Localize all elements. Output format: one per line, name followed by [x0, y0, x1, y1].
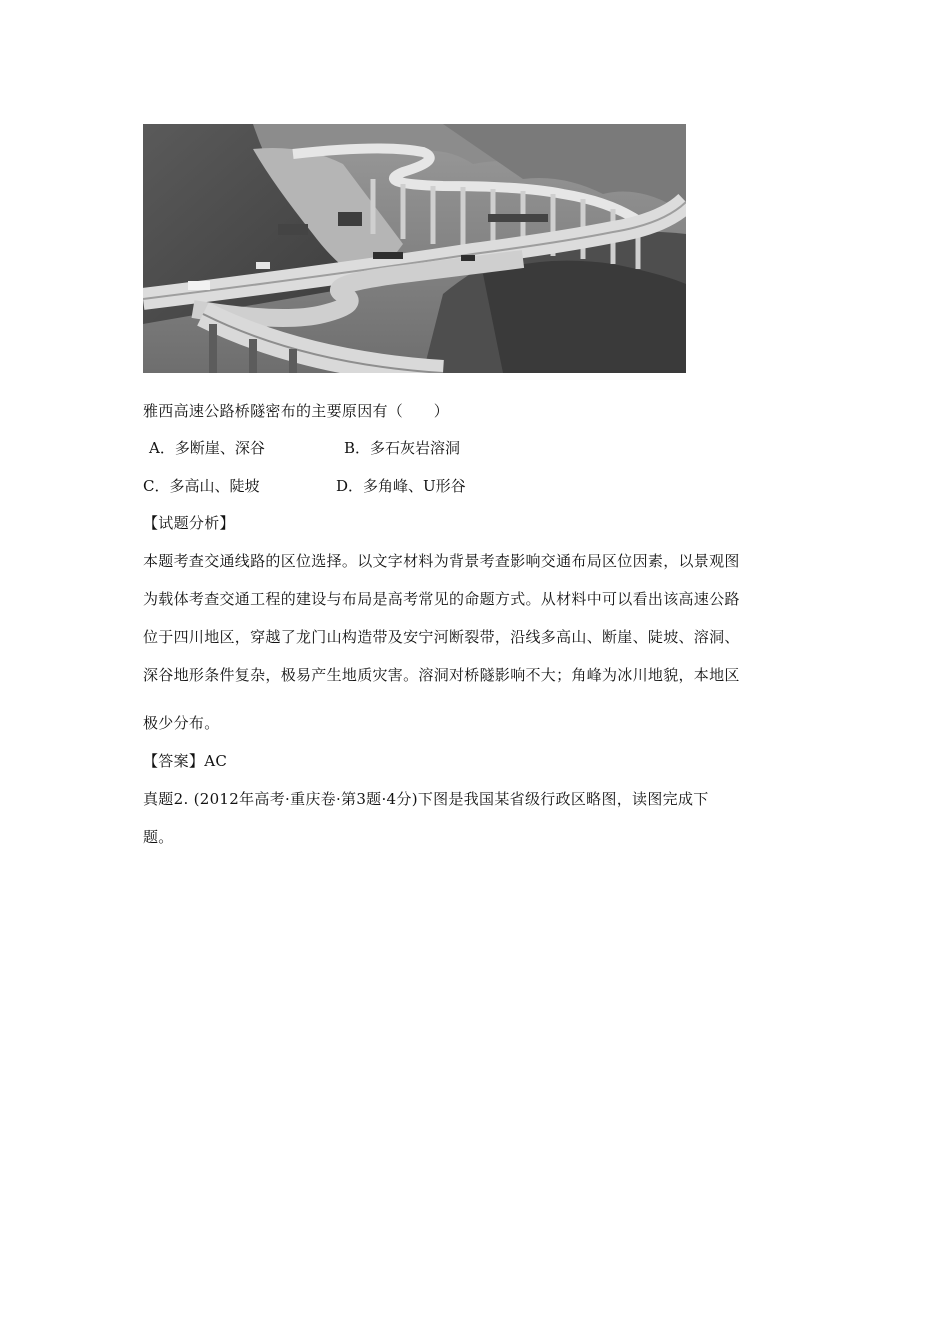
- option-a: A．多断崖、深谷: [149, 439, 265, 457]
- analysis-line: 本题考查交通线路的区位选择。以文字材料为背景考查影响交通布局区位因素，以景观图: [143, 552, 740, 570]
- next-question-line: 题。: [143, 828, 174, 846]
- analysis-line: 极少分布。: [143, 714, 220, 732]
- highway-viaduct-photo: [143, 124, 686, 373]
- analysis-line: 为载体考查交通工程的建设与布局是高考常见的命题方式。从材料中可以看出该高速公路: [143, 590, 740, 608]
- next-question-line: 真题2. (2012年高考·重庆卷·第3题·4分)下图是我国某省级行政区略图，读图完成下: [143, 790, 709, 808]
- analysis-heading: 【试题分析】: [143, 514, 235, 532]
- answer: 【答案】AC: [143, 752, 228, 770]
- option-d: D．多角峰、U形谷: [336, 477, 466, 495]
- analysis-line: 深谷地形条件复杂，极易产生地质灾害。溶洞对桥隧影响不大；角峰为冰川地貌，本地区: [143, 666, 740, 684]
- question-stem: 雅西高速公路桥隧密布的主要原因有（ ）: [143, 402, 450, 420]
- analysis-line: 位于四川地区，穿越了龙门山构造带及安宁河断裂带，沿线多高山、断崖、陡坡、溶洞、: [143, 628, 740, 646]
- option-c: C．多高山、陡坡: [143, 477, 260, 495]
- option-b: B．多石灰岩溶洞: [344, 439, 461, 457]
